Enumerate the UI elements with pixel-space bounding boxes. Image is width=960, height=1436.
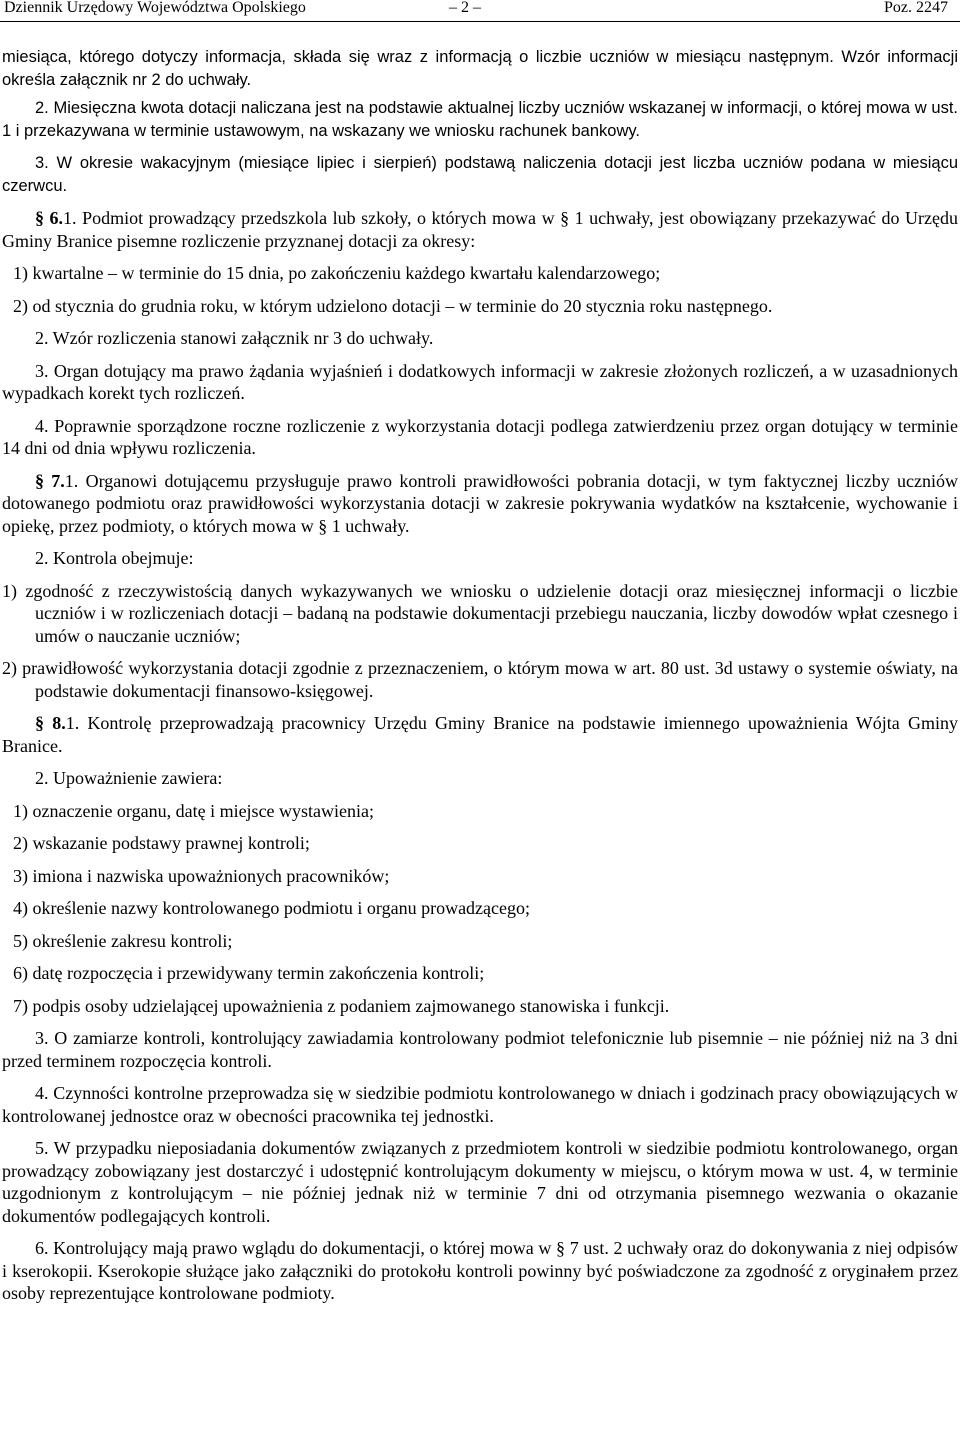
section-6-item-1: 1) kwartalne – w terminie do 15 dnia, po zakończeniu każdego kwartału kalendarzowego; — [13, 263, 661, 283]
page-header — [0, 0, 960, 22]
section-8-item: 5) określenie zakresu kontroli; — [13, 930, 233, 951]
section-8-item: 3) imiona i nazwiska upoważnionych pracowników; — [13, 865, 390, 886]
section-8-item: 2) wskazanie podstawy prawnej kontroli; — [13, 833, 310, 853]
section-8-para-3: 3. O zamiarze kontroli, kontrolujący zawiadamia kontrolowany podmiot telefonicznie lub pisemnie – nie później niż na 3 dni przed terminem rozpoczęcia kontroli. — [2, 1028, 958, 1071]
section-6-heading: § 6. — [35, 208, 64, 228]
section-6-para-2: 2. Wzór rozliczenia stanowi załącznik nr 3 do uchwały. — [35, 328, 434, 348]
paragraph-5-2: 2. Miesięczna kwota dotacji naliczana jest na podstawie aktualnej liczby uczniów wskazanej w informacji, o której mowa w ust. 1 i przekazywana w terminie ustawowym, na wskazany we wniosku rachunek bankowy. — [2, 99, 958, 140]
position-number: Poz. 2247 — [884, 0, 948, 16]
section-7-item-1: 1) zgodność z rzeczywistością danych wykazywanych we wniosku o udzielenie dotacji oraz miesięcznej informacji o liczbie uczniów i w rozliczeniach dotacji – badaną na podstawie dokumentacji przebiegu nauczania, liczby dowodów wpłat czesnego i umów o nauczanie uczniów; — [2, 580, 958, 646]
section-8-item: 1) oznaczenie organu, datę i miejsce wystawienia; — [13, 800, 375, 821]
section-8-para-6: 6. Kontrolujący mają prawo wglądu do dokumentacji, o której mowa w § 7 ust. 2 uchwały oraz do dokonywania z niej odpisów i kserokopii. Kserokopie służące jako załączniki do protokołu kontroli powinny być poświadczone za zgodność z oryginałem przez osoby reprezentujące kontrolowane podmioty. — [2, 1238, 958, 1303]
section-8-para-5: 5. W przypadku nieposiadania dokumentów związanych z przedmiotem kontroli w siedzibie podmiotu kontrolowanego, organ prowadzący zobowiązany jest dostarczyć i udostępnić kontrolującym dokumenty w miejscu, o którym mowa w ust. 4, w terminie uzgodnionym z kontrolującym – nie później jednak niż w terminie 7 dni od otrzymania pisemnego wezwania o okazanie dokumentów podlegających kontroli. — [2, 1138, 958, 1226]
section-6-para-1: § 6.1. Podmiot prowadzący przedszkola lub szkoły, o których mowa w § 1 uchwały, jest obowiązany przekazywać do Urzędu Gminy Branice pisemne rozliczenie przyznanej dotacji za okresy: — [2, 208, 959, 251]
document-body — [2, 46, 958, 1305]
section-6-item-2: 2) od stycznia do grudnia roku, w którym udzielono dotacji – w terminie do 20 stycznia roku następnego. — [13, 295, 773, 316]
section-8-para-4: 4. Czynności kontrolne przeprowadza się w siedzibie podmiotu kontrolowanego w dniach i godzinach pracy obowiązujących w kontrolowanej jednostce oraz w obecności pracownika tej jednostki. — [2, 1083, 958, 1126]
journal-title: Dziennik Urzędowy Województwa Opolskiego — [4, 0, 306, 16]
page-number: – 2 – — [449, 0, 481, 16]
section-8-para-2: 2. Upoważnienie zawiera: — [35, 768, 223, 788]
section-7-para-1: § 7.1. Organowi dotującemu przysługuje prawo kontroli prawidłowości pobrania dotacji, w tym faktycznej liczby uczniów dotowanego podmiotu oraz prawidłowości wykorzystania dotacji w zakresie pokrywania wydatków na kształcenie, wychowanie i opiekę, przez podmioty, o których mowa w § 1 uchwały. — [2, 470, 959, 536]
section-6-para-4: 4. Poprawnie sporządzone roczne rozliczenie z wykorzystania dotacji podlega zatwierdzeniu przez organ dotujący w terminie 14 dni od dnia wpływu rozliczenia. — [2, 415, 958, 458]
section-7-item-2: 2) prawidłowość wykorzystania dotacji zgodnie z przeznaczeniem, o którym mowa w art. 80 ust. 3d ustawy o systemie oświaty, na podstawie dokumentacji finansowo-księgowej. — [2, 658, 958, 701]
section-7-heading: § 7. — [35, 470, 65, 491]
section-6-para-3: 3. Organ dotujący ma prawo żądania wyjaśnień i dodatkowych informacji w zakresie złożonych rozliczeń, a w uzasadnionych wypadkach korekt tych rozliczeń. — [2, 360, 958, 403]
section-8-item: 7) podpis osoby udzielającej upoważnienia z podaniem zajmowanego stanowiska i funkcji. — [13, 995, 670, 1016]
header-rule — [0, 21, 960, 22]
section-8-heading: § 8. — [35, 713, 66, 733]
section-8-para-1: § 8.1. Kontrolę przeprowadzają pracownicy Urzędu Gminy Branice na podstawie imiennego upoważnienia Wójta Gminy Branice. — [2, 713, 958, 756]
section-8-item: 4) określenie nazwy kontrolowanego podmiotu i organu prowadzącego; — [13, 898, 531, 918]
paragraph-5-3: 3. W okresie wakacyjnym (miesiące lipiec i sierpień) podstawą naliczenia dotacji jest liczba uczniów podana w miesiącu czerwcu. — [2, 154, 958, 195]
paragraph-continuation: miesiąca, którego dotyczy informacja, składa się wraz z informacją o liczbie uczniów w miesiącu następnym. Wzór informacji określa załącznik nr 2 do uchwały. — [2, 48, 958, 89]
section-8-item: 6) datę rozpoczęcia i przewidywany termin zakończenia kontroli; — [13, 963, 485, 983]
section-7-para-2: 2. Kontrola obejmuje: — [35, 548, 194, 568]
